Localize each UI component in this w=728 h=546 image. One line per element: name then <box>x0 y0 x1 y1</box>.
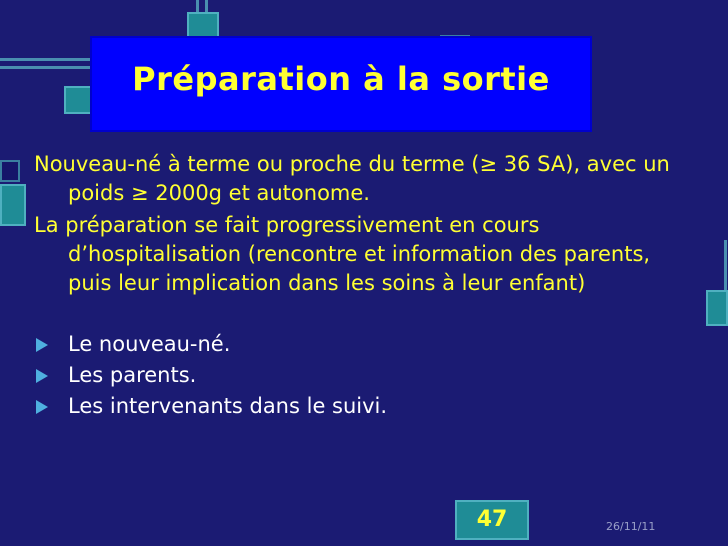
bullet-item <box>34 329 694 360</box>
triangle-bullet-icon <box>36 369 48 383</box>
title-box <box>92 38 590 130</box>
page-number: 47 <box>455 500 529 540</box>
decorative-line <box>724 240 727 290</box>
slide-date: 26/11/11 <box>606 520 656 533</box>
bullet-text: Le nouveau-né. <box>68 332 231 356</box>
bullet-text: Les parents. <box>68 363 197 387</box>
bullet-item <box>34 360 694 391</box>
decorative-square <box>706 290 728 326</box>
slide-content <box>34 150 694 422</box>
spacer <box>34 301 694 329</box>
paragraph: La préparation se fait progressivement en cours d’hospitalisation (rencontre et information des parents, puis leur implication dans les soins à leur enfant) <box>34 213 651 295</box>
triangle-bullet-icon <box>36 338 48 352</box>
bullet-text: Les intervenants dans le suivi. <box>68 394 388 418</box>
triangle-bullet-icon <box>36 400 48 414</box>
slide-title: Préparation à la sortie <box>132 60 550 98</box>
paragraph: Nouveau-né à terme ou proche du terme (≥ 36 SA), avec un poids ≥ 2000g et autonome. <box>34 152 670 205</box>
decorative-square <box>0 160 20 182</box>
decorative-square <box>0 184 26 226</box>
bullet-list <box>34 329 694 422</box>
bullet-item <box>34 391 694 422</box>
